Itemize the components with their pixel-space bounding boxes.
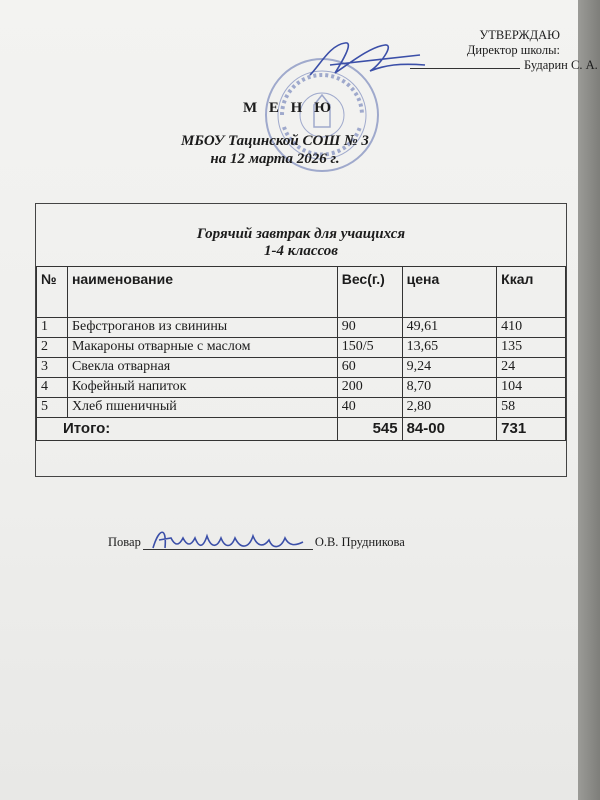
row-number: 5 bbox=[37, 398, 68, 418]
row-number: 3 bbox=[37, 358, 68, 378]
column-header: цена bbox=[402, 267, 497, 318]
dish-weight: 90 bbox=[337, 318, 402, 338]
total-price: 84-00 bbox=[402, 418, 497, 441]
row-number: 2 bbox=[37, 338, 68, 358]
table-row bbox=[37, 338, 566, 358]
table-row bbox=[37, 318, 566, 338]
dish-kcal: 410 bbox=[497, 318, 566, 338]
table-row bbox=[37, 378, 566, 398]
column-header: № bbox=[37, 267, 68, 318]
table-header-row bbox=[37, 267, 566, 318]
menu-table bbox=[36, 266, 566, 441]
approval-title: УТВЕРЖДАЮ bbox=[479, 28, 560, 42]
menu-box bbox=[35, 203, 567, 477]
approval-name-line bbox=[410, 58, 598, 73]
approval-position: Директор школы: bbox=[466, 43, 560, 57]
dish-kcal: 104 bbox=[497, 378, 566, 398]
cook-name: О.В. Прудникова bbox=[314, 535, 405, 549]
dish-name: Бефстроганов из свинины bbox=[67, 318, 337, 338]
dish-kcal: 58 bbox=[497, 398, 566, 418]
background-surface bbox=[578, 0, 600, 800]
dish-kcal: 135 bbox=[497, 338, 566, 358]
column-header: наименование bbox=[67, 267, 337, 318]
total-label: Итого: bbox=[37, 418, 338, 441]
director-signature bbox=[300, 35, 430, 85]
table-row bbox=[37, 358, 566, 378]
table-row bbox=[37, 398, 566, 418]
column-header: Вес(г.) bbox=[337, 267, 402, 318]
dish-weight: 200 bbox=[337, 378, 402, 398]
dish-name: Кофейный напиток bbox=[67, 378, 337, 398]
dish-price: 8,70 bbox=[402, 378, 497, 398]
cook-line bbox=[108, 535, 405, 550]
dish-weight: 150/5 bbox=[337, 338, 402, 358]
dish-kcal: 24 bbox=[497, 358, 566, 378]
dish-name: Свекла отварная bbox=[67, 358, 337, 378]
dish-price: 9,24 bbox=[402, 358, 497, 378]
cook-label: Повар bbox=[108, 535, 141, 549]
dish-price: 2,80 bbox=[402, 398, 497, 418]
total-row bbox=[37, 418, 566, 441]
dish-name: Хлеб пшеничный bbox=[67, 398, 337, 418]
dish-price: 49,61 bbox=[402, 318, 497, 338]
dish-name: Макароны отварные с маслом bbox=[67, 338, 337, 358]
dish-weight: 60 bbox=[337, 358, 402, 378]
page-title: М Е Н Ю bbox=[243, 100, 335, 116]
dish-price: 13,65 bbox=[402, 338, 497, 358]
column-header: Ккал bbox=[497, 267, 566, 318]
school-title bbox=[150, 132, 400, 168]
dish-weight: 40 bbox=[337, 398, 402, 418]
school-name: МБОУ Тацинской СОШ № 3 bbox=[181, 133, 369, 149]
approval-name: Бударин С. А. bbox=[524, 58, 598, 72]
menu-heading bbox=[36, 226, 566, 260]
total-kcal: 731 bbox=[497, 418, 566, 441]
row-number: 4 bbox=[37, 378, 68, 398]
approval-block bbox=[410, 28, 598, 73]
total-weight: 545 bbox=[337, 418, 402, 441]
row-number: 1 bbox=[37, 318, 68, 338]
menu-date: на 12 марта 2026 г. bbox=[210, 151, 340, 167]
menu-heading-line1: Горячий завтрак для учащихся bbox=[196, 226, 406, 242]
signature-line bbox=[143, 537, 313, 550]
menu-heading-line2: 1-4 классов bbox=[264, 243, 338, 259]
